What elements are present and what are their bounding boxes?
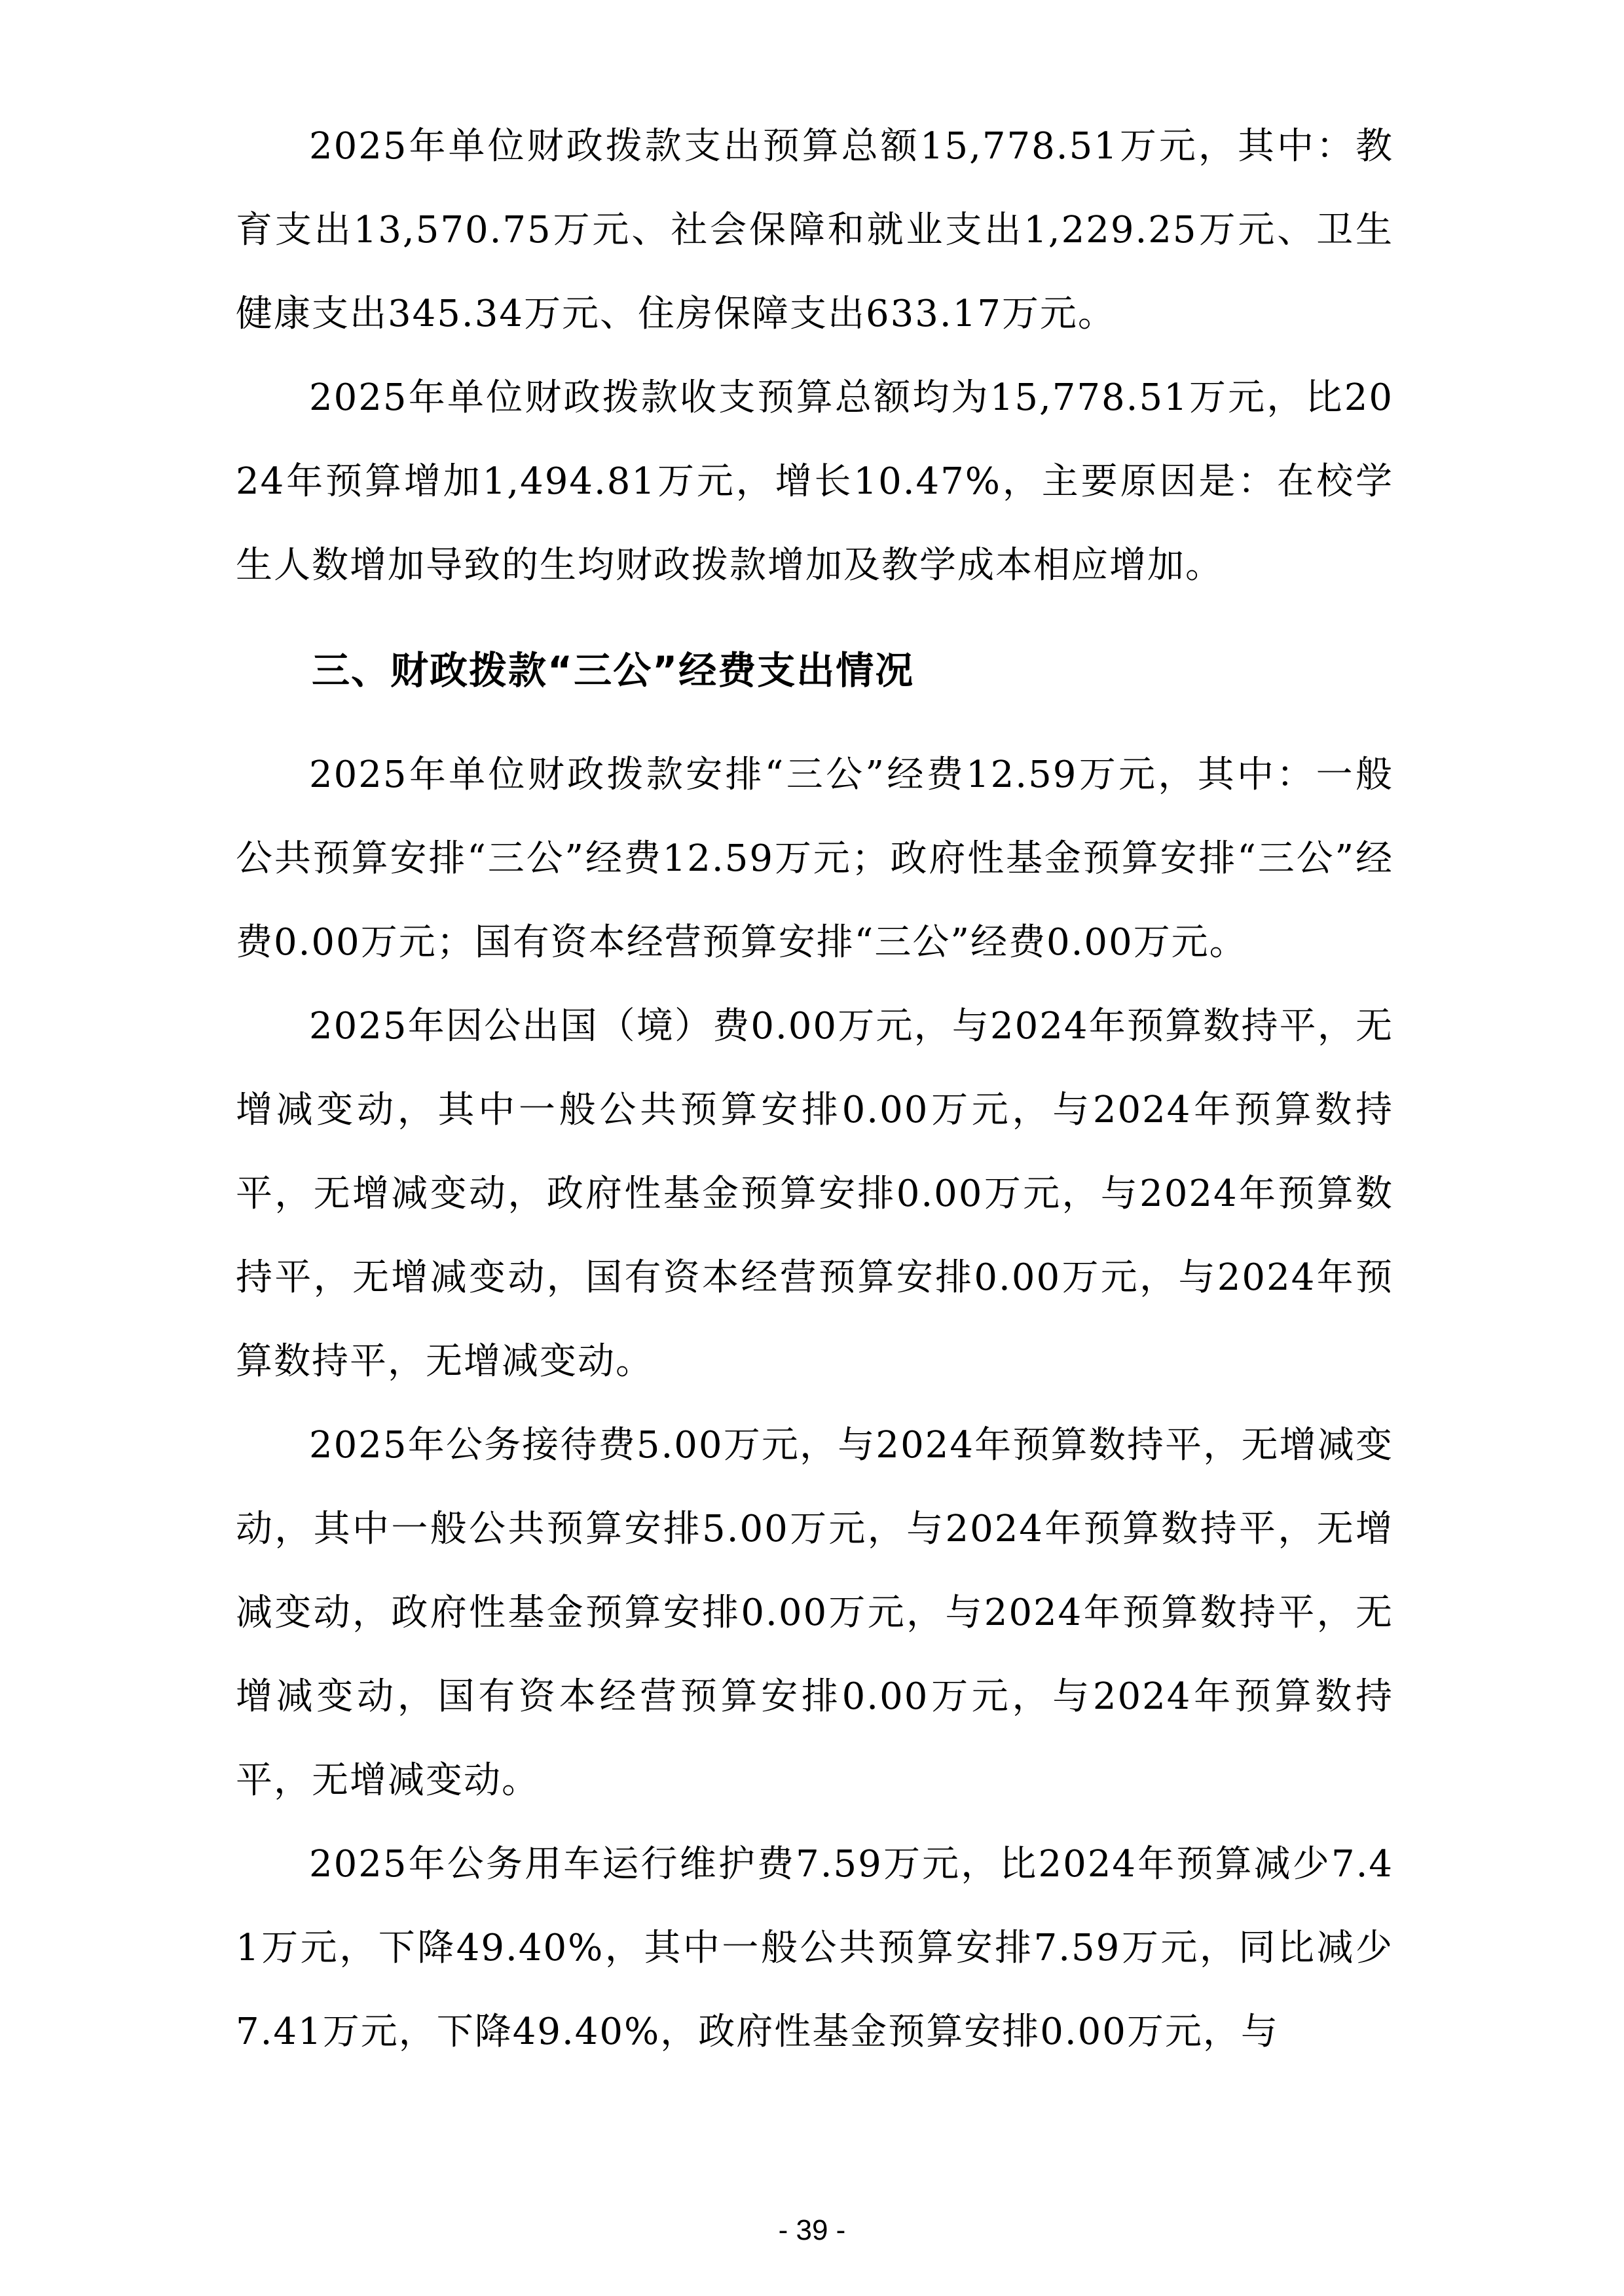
paragraph-vehicle-maintenance: 2025年公务用车运行维护费7.59万元，比2024年预算减少7.41万元，下降49.40%，其中一般公共预算安排7.59万元，同比减少7.41万元，下降49.40%，政府性基金预算安排0.00万元，与 <box>236 1843 1393 2053</box>
paragraph-three-public-total: 2025年单位财政拨款安排“三公”经费12.59万元，其中：一般公共预算安排“三公”经费12.59万元；政府性基金预算安排“三公”经费0.00万元；国有资本经营预算安排“三公”经费0.00万元。 <box>236 754 1393 964</box>
document-body <box>236 105 1393 2074</box>
page-number: - 39 - <box>778 2214 846 2246</box>
paragraph-budget-expenditure: 2025年单位财政拨款支出预算总额15,778.51万元，其中：教育支出13,570.75万元、社会保障和就业支出1,229.25万元、卫生健康支出345.34万元、住房保障支出633.17万元。 <box>236 125 1393 335</box>
paragraph-overseas-travel: 2025年因公出国（境）费0.00万元，与2024年预算数持平，无增减变动，其中一般公共预算安排0.00万元，与2024年预算数持平，无增减变动，政府性基金预算安排0.00万元，与2024年预算数持平，无增减变动，国有资本经营预算安排0.00万元，与2024年预算数持平，无增减变动。 <box>236 1005 1393 1383</box>
section-heading: 三、财政拨款“三公”经费支出情况 <box>312 648 915 693</box>
paragraph-official-reception: 2025年公务接待费5.00万元，与2024年预算数持平，无增减变动，其中一般公共预算安排5.00万元，与2024年预算数持平，无增减变动，政府性基金预算安排0.00万元，与2024年预算数持平，无增减变动，国有资本经营预算安排0.00万元，与2024年预算数持平，无增减变动。 <box>236 1424 1393 1802</box>
paragraph-budget-change: 2025年单位财政拨款收支预算总额均为15,778.51万元，比2024年预算增加1,494.81万元，增长10.47%，主要原因是：在校学生人数增加导致的生均财政拨款增加及教学成本相应增加。 <box>236 376 1393 587</box>
